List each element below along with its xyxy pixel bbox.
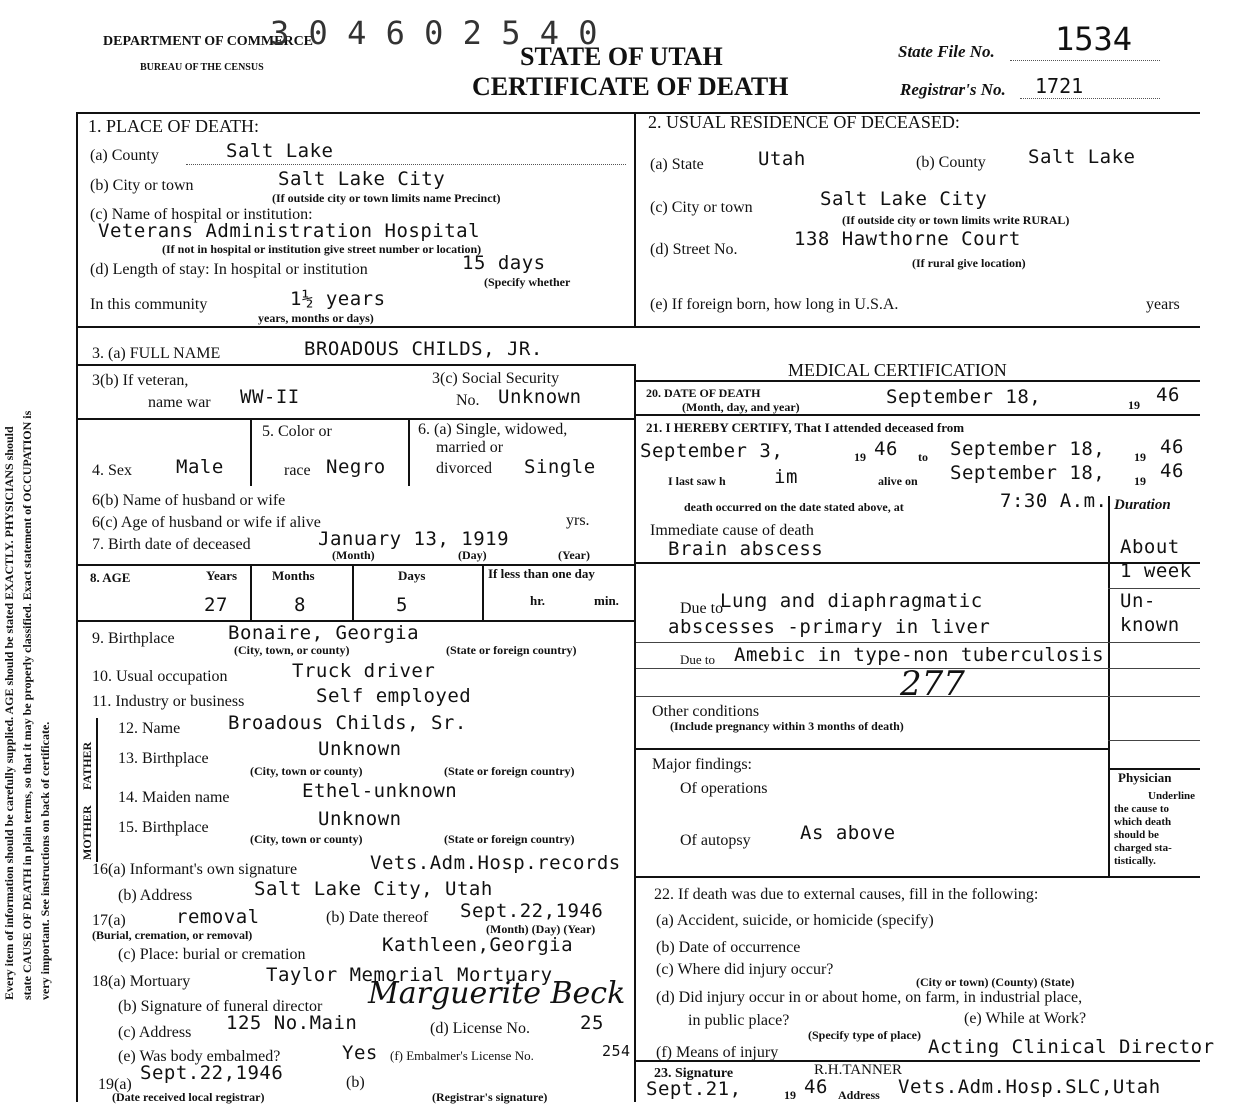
- duration-1a: About: [1120, 536, 1180, 558]
- birthplace-label: 9. Birthplace: [92, 630, 175, 647]
- hospital-value: Veterans Administration Hospital: [98, 220, 481, 242]
- duration-heading: Duration: [1114, 497, 1171, 513]
- mother-side-label: MOTHER: [80, 805, 94, 860]
- received-note: (Date received local registrar): [112, 1090, 265, 1104]
- min-label: min.: [594, 593, 619, 608]
- county-label: (a) County: [90, 147, 159, 164]
- res-street-value: 138 Hawthorne Court: [794, 228, 1021, 250]
- mortuary-label: 18(a) Mortuary: [92, 973, 191, 990]
- full-name-value: BROADOUS CHILDS, JR.: [304, 338, 543, 360]
- burial-place-label: (c) Place: burial or cremation: [118, 946, 306, 963]
- burial-place-value: Kathleen,Georgia: [382, 934, 574, 956]
- last-saw-him: im: [774, 466, 798, 488]
- signer-address: Vets.Adm.Hosp.SLC,Utah: [898, 1076, 1161, 1098]
- death-year-prefix: 19: [1128, 398, 1140, 412]
- father-name-label: 12. Name: [118, 720, 181, 737]
- mother-birthplace-value: Unknown: [318, 808, 402, 830]
- res-foreign-unit: years: [1146, 296, 1180, 313]
- mortuary-address-label: (c) Address: [118, 1024, 192, 1041]
- spouse-label: 6(b) Name of husband or wife: [92, 492, 286, 509]
- external-e: (e) While at Work?: [964, 1010, 1087, 1027]
- father-birthplace-value: Unknown: [318, 738, 402, 760]
- state-file-number: 1534: [1055, 20, 1133, 58]
- father-name-value: Broadous Childs, Sr.: [228, 712, 467, 734]
- external-d2: in public place?: [688, 1012, 790, 1029]
- signer-name: R.H.TANNER: [814, 1062, 902, 1078]
- mother-city-note: (City, town or county): [250, 832, 363, 846]
- res-city-note: (If outside city or town limits write RURAL): [842, 213, 1070, 227]
- attended-to-value: September 18,: [950, 438, 1106, 460]
- major-findings-label: Major findings:: [652, 756, 752, 773]
- res-street-label: (d) Street No.: [650, 241, 738, 258]
- city-note: (If outside city or town limits name Precinct): [272, 191, 501, 205]
- community-note: years, months or days): [258, 311, 374, 325]
- death-date-value: September 18,: [886, 386, 1042, 408]
- other-conditions-note: (Include pregnancy within 3 months of death): [670, 719, 904, 733]
- director-label: (b) Signature of funeral director: [118, 998, 323, 1015]
- city-label: (b) City or town: [90, 177, 194, 194]
- signed-year-prefix: 19: [784, 1088, 796, 1102]
- from-year-value: 46: [874, 438, 898, 460]
- day-label: (Day): [458, 548, 487, 562]
- race-label: race: [284, 462, 311, 479]
- informant-address-value: Salt Lake City, Utah: [254, 878, 493, 900]
- physician-note-3: which death: [1114, 816, 1172, 828]
- due-to-value-2: Amebic in type-non tuberculosis: [734, 644, 1105, 666]
- signed-date: Sept.21,: [646, 1078, 742, 1100]
- immediate-value: Brain abscess: [668, 538, 824, 560]
- res-foreign-label: (e) If foreign born, how long in U.S.A.: [650, 296, 899, 313]
- city-value: Salt Lake City: [278, 168, 446, 190]
- birth-date-value: January 13, 1919: [318, 528, 510, 550]
- residence-heading: 2. USUAL RESIDENCE OF DECEASED:: [648, 112, 960, 132]
- occupation-label: 10. Usual occupation: [92, 668, 228, 685]
- birthplace-state-note: (State or foreign country): [446, 643, 577, 657]
- spouse-age-unit: yrs.: [566, 512, 590, 529]
- spouse-age-label: 6(c) Age of husband or wife if alive: [92, 514, 321, 531]
- veteran-war-value: WW-II: [240, 386, 300, 408]
- last-saw-year-prefix: 19: [1134, 474, 1146, 488]
- autopsy-value: As above: [800, 822, 896, 844]
- age-months-label: Months: [272, 568, 315, 583]
- physician-note-2: the cause to: [1114, 803, 1169, 815]
- industry-label: 11. Industry or business: [92, 693, 245, 710]
- age-years-label: Years: [206, 568, 238, 583]
- res-state-value: Utah: [758, 148, 806, 170]
- to-year-value: 46: [1160, 436, 1184, 458]
- alive-on-label: alive on: [878, 474, 918, 488]
- marital-value: Single: [524, 456, 596, 478]
- registrar-number: 1721: [1035, 74, 1084, 98]
- age-days-value: 5: [396, 594, 408, 616]
- certificate-title: CERTIFICATE OF DEATH: [472, 72, 789, 101]
- last-saw-value: September 18,: [950, 462, 1106, 484]
- sex-label: 4. Sex: [92, 462, 132, 479]
- stay-value: 15 days: [462, 252, 546, 274]
- father-city-note: (City, town or county): [250, 764, 363, 778]
- res-street-note: (If rural give location): [912, 256, 1026, 270]
- father-birthplace-label: 13. Birthplace: [118, 750, 209, 767]
- sex-value: Male: [176, 456, 224, 478]
- to-year-prefix: 19: [1134, 450, 1146, 464]
- burial-date-value: Sept.22,1946: [460, 900, 604, 922]
- industry-value: Self employed: [316, 685, 472, 707]
- from-year-prefix: 19: [854, 450, 866, 464]
- other-conditions-label: Other conditions: [652, 703, 760, 720]
- community-value: 1½ years: [290, 288, 386, 310]
- signer-address-label: Address: [838, 1088, 880, 1102]
- burial-date-note: (Month) (Day) (Year): [486, 922, 596, 936]
- margin-instructions-3: very important. See instructions on back of certificate.: [38, 721, 52, 1000]
- mother-state-note: (State or foreign country): [444, 832, 575, 846]
- attended-from-value: September 3,: [640, 440, 784, 462]
- birthplace-value: Bonaire, Georgia: [228, 622, 420, 644]
- marital-label-1: 6. (a) Single, widowed,: [418, 421, 568, 438]
- medical-heading: MEDICAL CERTIFICATION: [788, 360, 1007, 380]
- physician-note-1: Underline: [1148, 790, 1196, 802]
- age-less-label: If less than one day: [488, 566, 595, 581]
- registrar-label: Registrar's No.: [900, 80, 1006, 99]
- birth-date-label: 7. Birth date of deceased: [92, 536, 251, 553]
- external-f: (f) Means of injury: [656, 1044, 779, 1061]
- burial-note: (Burial, cremation, or removal): [92, 928, 253, 942]
- death-date-label-2: (Month, day, and year): [682, 400, 800, 414]
- physician-note-6: tistically.: [1114, 855, 1156, 867]
- due-to-label: Due to: [680, 600, 724, 617]
- to-label: to: [918, 450, 928, 464]
- ss-label-1: 3(c) Social Security: [432, 370, 560, 387]
- community-label: In this community: [90, 296, 208, 313]
- hospital-label: (c) Name of hospital or institution:: [90, 206, 313, 223]
- specify-note: (Specify whether: [484, 275, 571, 289]
- age-days-label: Days: [398, 568, 426, 583]
- physician-note-4: should be: [1114, 829, 1159, 841]
- margin-instructions-2: state CAUSE OF DEATH in plain terms, so that it may be properly classified. Exact statement of OCCUPATION is: [20, 410, 34, 1000]
- res-county-label: (b) County: [916, 154, 986, 171]
- death-time-value: 7:30 A.m.: [1000, 490, 1108, 512]
- received-label: 19(a): [98, 1076, 132, 1093]
- embalmer-label: (f) Embalmer's License No.: [390, 1048, 534, 1063]
- mortuary-value: Taylor Memorial Mortuary: [266, 964, 553, 986]
- age-months-value: 8: [294, 594, 306, 616]
- due-to-value-1: Lung and diaphragmatic: [720, 590, 983, 612]
- registrar-sig-note: (Registrar's signature): [432, 1090, 548, 1104]
- res-state-label: (a) State: [650, 156, 704, 173]
- mother-birthplace-label: 15. Birthplace: [118, 819, 209, 836]
- signature-label: 23. Signature: [654, 1066, 734, 1081]
- external-b: (b) Date of occurrence: [656, 939, 801, 956]
- margin-instructions-1: Every item of information should be carefully supplied. AGE should be stated EXACTLY. PHYSICIANS should: [2, 426, 16, 1000]
- immediate-label: Immediate cause of death: [650, 522, 814, 539]
- age-years-value: 27: [204, 594, 228, 616]
- license-value: 25: [580, 1012, 604, 1034]
- physician-note-5: charged sta-: [1114, 842, 1172, 854]
- maiden-name-label: 14. Maiden name: [118, 789, 230, 806]
- certify-label: 21. I HEREBY CERTIFY, That I attended deceased from: [646, 420, 965, 435]
- informant-address-label: (b) Address: [118, 887, 193, 904]
- bureau-label: BUREAU OF THE CENSUS: [140, 62, 264, 73]
- ss-value: Unknown: [498, 386, 582, 408]
- director-signature: Marguerite Beck: [368, 976, 626, 1011]
- color-label: 5. Color or: [262, 423, 332, 440]
- burial-label: 17(a): [92, 912, 126, 929]
- res-county-value: Salt Lake: [1028, 146, 1136, 168]
- state-file-label: State File No.: [898, 42, 995, 61]
- operations-label: Of operations: [680, 780, 768, 797]
- due-to-label-2: Due to: [680, 652, 716, 667]
- mortuary-address-value: 125 No.Main: [226, 1012, 358, 1034]
- department-label: DEPARTMENT OF COMMERCE: [103, 34, 314, 49]
- occupation-value: Truck driver: [292, 660, 436, 682]
- embalmed-label: (e) Was body embalmed?: [118, 1048, 281, 1065]
- duration-2a: Un-: [1120, 590, 1156, 612]
- res-city-value: Salt Lake City: [820, 188, 988, 210]
- last-saw-label: I last saw h: [668, 474, 726, 488]
- birthplace-city-note: (City, town, or county): [234, 643, 350, 657]
- place-of-death-heading: 1. PLACE OF DEATH:: [88, 116, 260, 136]
- race-value: Negro: [326, 456, 386, 478]
- month-label: (Month): [332, 548, 375, 562]
- external-c-note: (City or town) (County) (State): [916, 975, 1075, 989]
- embalmer-value: 254: [602, 1042, 631, 1060]
- informant-label: 16(a) Informant's own signature: [92, 861, 298, 878]
- father-state-note: (State or foreign country): [444, 764, 575, 778]
- father-side-label: FATHER: [80, 741, 94, 790]
- received-value: Sept.22,1946: [140, 1062, 284, 1084]
- signed-year: 46: [804, 1076, 828, 1098]
- veteran-label-1: 3(b) If veteran,: [92, 372, 189, 389]
- stay-label: (d) Length of stay: In hospital or institution: [90, 261, 368, 278]
- hr-label: hr.: [530, 593, 546, 608]
- external-d-note: (Specify type of place): [808, 1028, 921, 1042]
- registrar-sig-label: (b): [346, 1074, 365, 1091]
- age-label: 8. AGE: [90, 570, 131, 585]
- external-a: (a) Accident, suicide, or homicide (specify): [656, 912, 934, 929]
- stamp-number: 3 0 4 6 0 2 5 4 0: [270, 14, 598, 52]
- license-label: (d) License No.: [430, 1020, 530, 1037]
- veteran-label-2: name war: [148, 394, 211, 411]
- death-date-label-1: 20. DATE OF DEATH: [646, 386, 761, 400]
- signer-title: Acting Clinical Director: [928, 1036, 1215, 1058]
- marital-label-2: married or: [436, 439, 504, 456]
- burial-date-label: (b) Date thereof: [326, 909, 429, 926]
- ss-label-2: No.: [456, 392, 480, 409]
- informant-value: Vets.Adm.Hosp.records: [370, 852, 621, 874]
- external-heading: 22. If death was due to external causes, fill in the following:: [654, 886, 1039, 903]
- external-c: (c) Where did injury occur?: [656, 961, 834, 978]
- cause-code: 277: [900, 664, 965, 704]
- county-value: Salt Lake: [226, 140, 334, 162]
- due-to-value-1b: abscesses -primary in liver: [668, 616, 991, 638]
- maiden-name-value: Ethel-unknown: [302, 780, 458, 802]
- embalmed-value: Yes: [342, 1042, 378, 1064]
- burial-value: removal: [176, 906, 260, 928]
- full-name-label: 3. (a) FULL NAME: [92, 345, 221, 362]
- death-year-value: 46: [1156, 384, 1180, 406]
- external-d1: (d) Did injury occur in or about home, on farm, in industrial place,: [656, 989, 1083, 1006]
- res-city-label: (c) City or town: [650, 199, 753, 216]
- duration-1b: 1 week: [1120, 560, 1192, 582]
- state-title: STATE OF UTAH: [520, 42, 723, 71]
- autopsy-label: Of autopsy: [680, 832, 751, 849]
- hospital-note: (If not in hospital or institution give street number or location): [162, 242, 482, 256]
- occurred-label: death occurred on the date stated above, at: [684, 500, 904, 514]
- physician-heading: Physician: [1118, 770, 1172, 785]
- year-label: (Year): [558, 548, 590, 562]
- duration-2b: known: [1120, 614, 1180, 636]
- last-saw-year-value: 46: [1160, 460, 1184, 482]
- marital-label-3: divorced: [436, 460, 492, 477]
